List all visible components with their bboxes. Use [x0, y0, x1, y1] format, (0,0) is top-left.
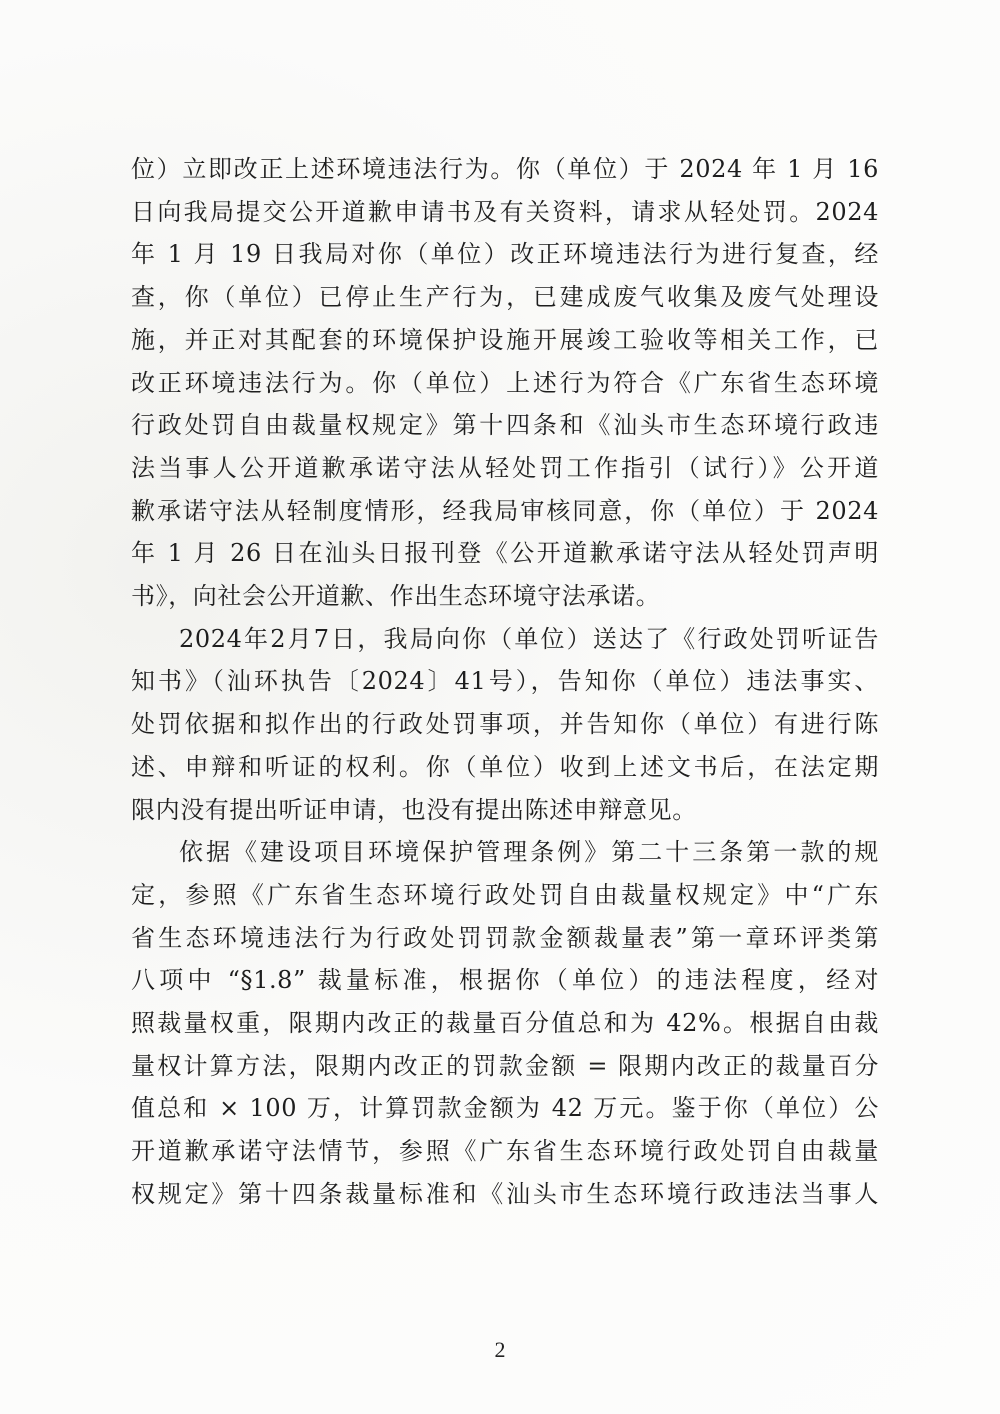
- page-number: 2: [494, 1337, 506, 1362]
- text-line: 依据《建设项目环境保护管理条例》第二十三条第一款的规: [179, 838, 879, 867]
- text-line: 书》，向社会公开道歉、作出生态环境守法承诺。: [131, 582, 661, 611]
- text-line: 开道歉承诺守法情节，参照《广东省生态环境行政处罚自由裁量: [131, 1137, 879, 1166]
- text-line: 定，参照《广东省生态环境行政处罚自由裁量权规定》中“广东: [131, 880, 879, 909]
- text-line: 改正环境违法行为。你（单位）上述行为符合《广东省生态环境: [131, 368, 879, 397]
- text-line: 年 1 月 26 日在汕头日报刊登《公开道歉承诺守法从轻处罚声明: [131, 539, 879, 568]
- text-line: 值总和 × 100 万，计算罚款金额为 42 万元。鉴于你（单位）公: [131, 1094, 879, 1123]
- text-line: 处罚依据和拟作出的行政处罚事项，并告知你（单位）有进行陈: [131, 710, 879, 739]
- text-line: 法当事人公开道歉承诺守法从轻处罚工作指引（试行）》公开道: [131, 453, 879, 482]
- text-line: 省生态环境违法行为行政处罚罚款金额裁量表”第一章环评类第: [131, 923, 879, 952]
- text-line: 照裁量权重，限期内改正的裁量百分值总和为 42%。根据自由裁: [131, 1009, 879, 1038]
- text-line: 量权计算方法，限期内改正的罚款金额 = 限期内改正的裁量百分: [131, 1051, 879, 1080]
- text-line: 2024年2月7日，我局向你（单位）送达了《行政处罚听证告: [179, 624, 879, 653]
- text-line: 施，并正对其配套的环境保护设施开展竣工验收等相关工作，已: [131, 325, 879, 354]
- paragraph-correction-review: [131, 148, 879, 618]
- text-line: 日向我局提交公开道歉申请书及有关资料，请求从轻处罚。2024: [131, 197, 879, 226]
- text-line: 八项中 “§1.8” 裁量标准，根据你（单位）的违法程度，经对: [131, 966, 879, 995]
- text-line: 限内没有提出听证申请，也没有提出陈述申辩意见。: [131, 795, 697, 824]
- text-line: 歉承诺守法从轻制度情形，经我局审核同意，你（单位）于 2024: [131, 496, 879, 525]
- text-line: 查，你（单位）已停止生产行为，已建成废气收集及废气处理设: [131, 283, 879, 312]
- text-line: 行政处罚自由裁量权规定》第十四条和《汕头市生态环境行政违: [131, 411, 879, 440]
- text-line: 年 1 月 19 日我局对你（单位）改正环境违法行为进行复查，经: [131, 240, 879, 269]
- paragraph-hearing-notice: [131, 618, 879, 832]
- text-line: 述、申辩和听证的权利。你（单位）收到上述文书后，在法定期: [131, 752, 879, 781]
- paragraph-penalty-basis: [131, 831, 879, 1215]
- document-body: [131, 148, 879, 1216]
- text-line: 位）立即改正上述环境违法行为。你（单位）于 2024 年 1 月 16: [131, 155, 879, 183]
- text-line: 知书》（汕环执告〔2024〕41号），告知你（单位）违法事实、: [131, 667, 879, 696]
- text-line: 权规定》第十四条裁量标准和《汕头市生态环境行政违法当事人: [131, 1179, 879, 1208]
